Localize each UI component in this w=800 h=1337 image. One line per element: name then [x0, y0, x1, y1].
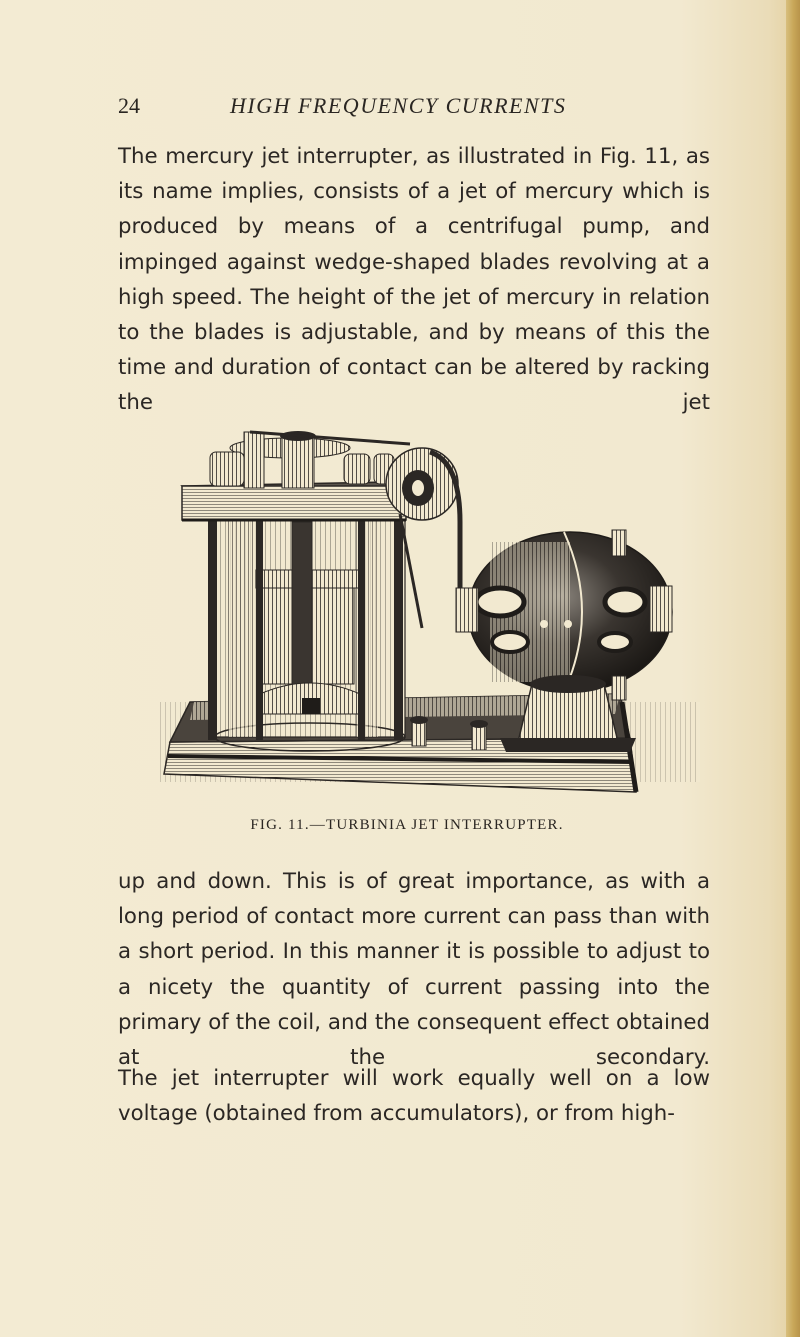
page-edge: [786, 0, 800, 1337]
paragraph-2: up and down. This is of great importance, as with a long period of contact more current can pass than with a short period. In this manner it is possible to adjust to a nicety the quantity of current passing into the primary of the coil, and the consequent effect obtained at the secondary.: [118, 869, 710, 1071]
running-title: HIGH FREQUENCY CURRENTS: [230, 93, 567, 118]
interrupter-engraving: [160, 402, 720, 802]
figure-caption: FIG. 11.—TURBINIA JET INTERRUPTER.: [250, 817, 564, 833]
paragraph-1: The mercury jet interrupter, as illustrated in Fig. 11, as its name implies, consists of a jet of mercury which is produced by means of a centrifugal pump, and impinged against wedge-shaped blades revolving at a high speed. The height of the jet of mercury in relation to the blades is adjustable, and by means of this the time and duration of contact can be altered by racking the jet: [118, 144, 710, 416]
running-head: [0, 92, 800, 122]
page-number: 24: [118, 93, 140, 118]
figure-illustration: [160, 402, 720, 802]
paragraph-3: The jet interrupter will work equally well on a low voltage (obtained from accumulators), or from high-: [118, 1066, 710, 1127]
